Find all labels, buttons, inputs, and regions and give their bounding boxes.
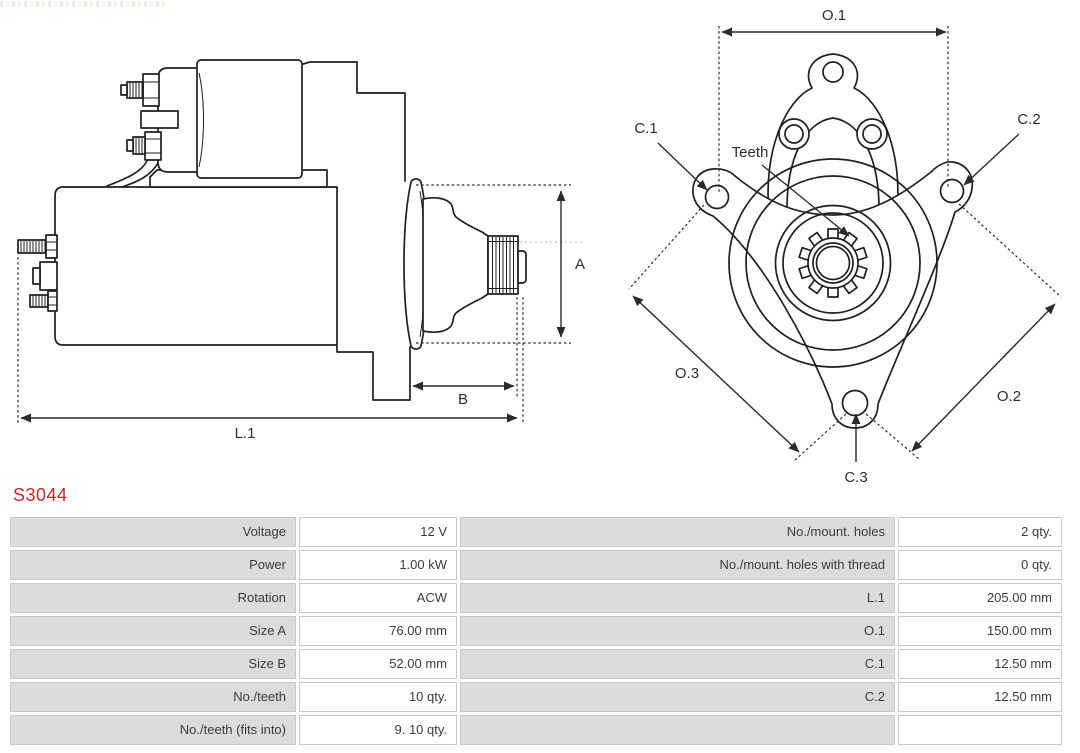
rear-studs: [18, 235, 57, 311]
spec-value: 2 qty.: [898, 517, 1062, 547]
spec-value: 76.00 mm: [299, 616, 457, 646]
spec-value: 12.50 mm: [898, 649, 1062, 679]
spec-value: 10 qty.: [299, 682, 457, 712]
dim-label-a: A: [575, 256, 586, 273]
part-number: S3044: [13, 485, 68, 505]
spec-label: C.1: [460, 649, 895, 679]
mount-bracket: [303, 62, 405, 181]
solenoid-body: [197, 60, 302, 178]
dim-label-teeth: Teeth: [731, 144, 769, 161]
spec-label: Voltage: [10, 517, 296, 547]
dim-label-l1: L.1: [234, 425, 256, 442]
spec-value: ACW: [299, 583, 457, 613]
solenoid-tab: [141, 111, 178, 128]
spec-value: 52.00 mm: [299, 649, 457, 679]
spec-label: C.2: [460, 682, 895, 712]
spec-label: Rotation: [10, 583, 296, 613]
spec-value: 0 qty.: [898, 550, 1062, 580]
dim-label-o1: O.1: [821, 7, 847, 24]
spec-label: No./mount. holes with thread: [460, 550, 895, 580]
spec-label: No./teeth: [10, 682, 296, 712]
spec-value: 1.00 kW: [299, 550, 457, 580]
side-view-drawing: [18, 60, 585, 442]
spec-value: 9. 10 qty.: [299, 715, 457, 745]
spec-label: No./teeth (fits into): [10, 715, 296, 745]
spec-label: Size A: [10, 616, 296, 646]
spec-label: O.1: [460, 616, 895, 646]
dim-label-c2: C.2: [1017, 111, 1041, 128]
dim-label-c1: C.1: [634, 120, 658, 137]
spec-label: Power: [10, 550, 296, 580]
dim-label-o2: O.2: [996, 388, 1022, 405]
dim-label-c3: C.3: [844, 469, 868, 486]
solenoid: [107, 60, 327, 187]
dim-label-o3: O.3: [674, 365, 700, 382]
spec-label: No./mount. holes: [460, 517, 895, 547]
crown-top-hole: [823, 62, 843, 82]
pinion-gear-front: [799, 229, 867, 297]
mount-hole-c2: [941, 180, 964, 203]
spec-value: 12.50 mm: [898, 682, 1062, 712]
drive-housing: [423, 198, 488, 332]
spec-value: 205.00 mm: [898, 583, 1062, 613]
spec-value: [898, 715, 1062, 745]
spec-value: 12 V: [299, 517, 457, 547]
spec-label: Size B: [10, 649, 296, 679]
spec-label: [460, 715, 895, 745]
spec-value: 150.00 mm: [898, 616, 1062, 646]
mount-hole-c1: [706, 186, 729, 209]
motor-body: [55, 187, 337, 345]
pinion-gear: [488, 236, 526, 294]
mount-hole-c3: [843, 391, 868, 416]
bracket-foot: [337, 346, 410, 400]
spec-label: L.1: [460, 583, 895, 613]
dim-label-b: B: [457, 391, 469, 408]
front-view-drawing: [629, 7, 1061, 486]
spec-table: [10, 517, 1062, 745]
